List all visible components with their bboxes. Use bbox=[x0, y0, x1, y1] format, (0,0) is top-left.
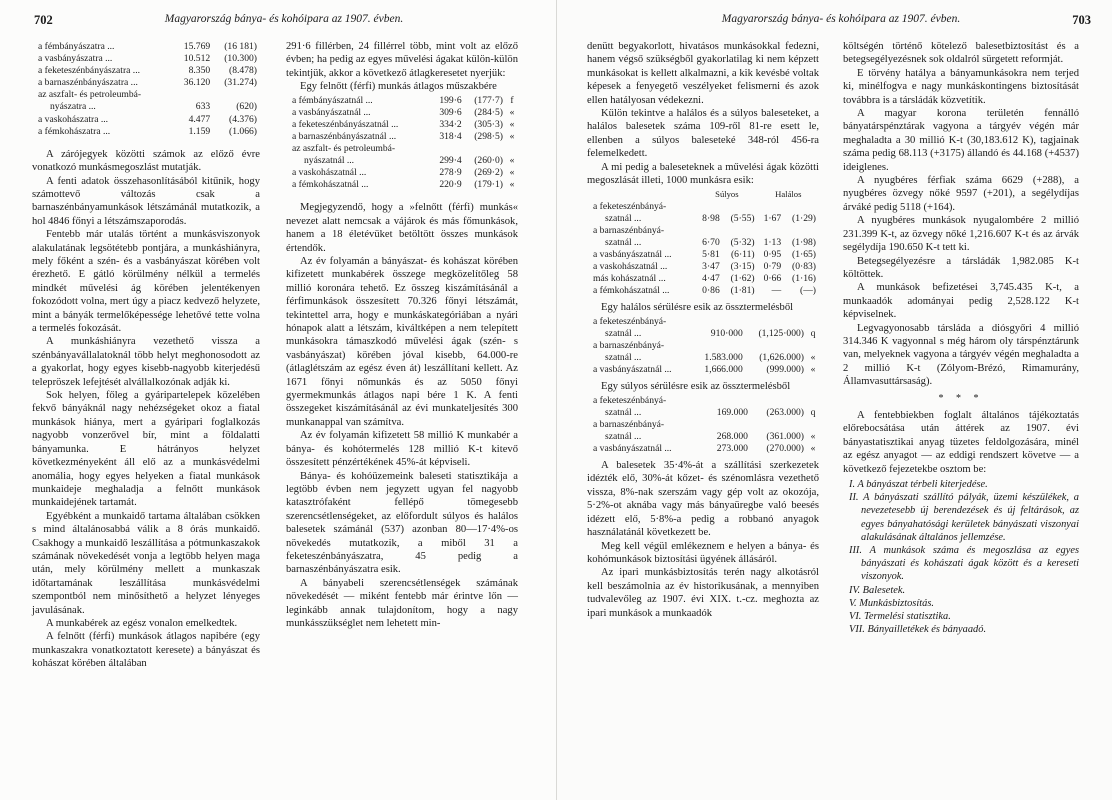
paragraph: A nyugbéres férfiak száma 6629 (+288), a nyugbéres özvegy nőké 9597 (+201), a segélydíjas árváké pedig 5118 (+164). bbox=[843, 175, 1079, 213]
accident-rate-table bbox=[587, 188, 819, 297]
table-row bbox=[32, 77, 260, 89]
row-unit-mark: « bbox=[509, 167, 515, 179]
table-row bbox=[587, 395, 819, 407]
right-page-header bbox=[591, 13, 1091, 29]
paragraph: E törvény hatálya a bányamunkásokra nem terjed ki, minélfogva e nagy munkáskontingens biztosítását továbbra is a társládák közvetítik. bbox=[843, 67, 1079, 106]
paragraph: költségén történő kötelező balesetbiztosítást és a betegsegélyezésnek sok oldalról sürgetett reformját. bbox=[843, 41, 1079, 66]
table-row bbox=[286, 143, 518, 155]
row-prev-value: (361.000) bbox=[766, 430, 804, 442]
table-row bbox=[587, 225, 819, 237]
row-prev-value: (3·15) bbox=[730, 261, 755, 273]
table-row bbox=[587, 213, 819, 225]
row-prev-value: (8.478) bbox=[229, 65, 257, 77]
row-value bbox=[758, 201, 785, 213]
row-unit-mark: « bbox=[810, 430, 816, 442]
row-prev-value: (263.000) bbox=[766, 406, 804, 418]
row-value: 8·98 bbox=[702, 212, 720, 224]
paragraph: Egy felnőtt (férfi) munkás átlagos műszakbére bbox=[300, 81, 497, 93]
paragraph: A fentebbiekben foglalt általános tájékoztatás előrebocsátása után áttérek az 1907. évi bányastatisztikai anyag tüzetes feldolgozására, minél az egész anyagot — az eddigi rendszert követve — a következő fejezetekbe osztom be: bbox=[843, 409, 1079, 475]
row-prev-value: (6·11) bbox=[730, 248, 755, 260]
row-value: 0·66 bbox=[763, 273, 782, 285]
row-label: az aszfalt- és petroleumbá- bbox=[292, 143, 396, 154]
running-title: Magyarország bánya- és kohóipara az 1907. évben. bbox=[164, 13, 404, 25]
row-value: 910·000 bbox=[710, 327, 743, 339]
list-item: I. A bányászat térbeli kiterjedése. bbox=[849, 479, 988, 490]
page-number: 702 bbox=[34, 13, 53, 27]
row-value: 220·9 bbox=[439, 179, 462, 191]
row-label: a vasbányászatra ... bbox=[38, 53, 113, 65]
column-header: Súlyos bbox=[715, 189, 739, 200]
row-label: a fémbányászatnál ... bbox=[292, 94, 373, 106]
row-label: nyászatnál ... bbox=[304, 155, 355, 167]
row-prev-value: (260·0) bbox=[474, 155, 503, 167]
row-prev-value bbox=[723, 225, 758, 237]
list-item: IV. Balesetek. bbox=[849, 584, 906, 596]
row-value bbox=[696, 225, 723, 237]
paragraph: A fenti adatok összehasonlításából kitűnik, hogy számottevő változás csak a barnaszénbányamunkások létszámánál mutatkozik, a hol 4846 főnyi a létszámszaporodás. bbox=[32, 175, 260, 227]
row-prev-value: (305·3) bbox=[474, 118, 503, 130]
row-unit-mark bbox=[506, 143, 518, 155]
row-value: 1·13 bbox=[763, 236, 782, 248]
paragraph: Az év folyamán kifizetett 58 millió K munkabér a bánya- és kohótermelés 128 millió K-t kitevő összesített pénzértékének 45%-át képviseli. bbox=[286, 430, 518, 469]
left-page-header bbox=[34, 13, 534, 29]
row-label: szatnál ... bbox=[605, 430, 642, 442]
row-label: más kohászatnál ... bbox=[593, 273, 666, 285]
list-item: V. Munkásbiztosítás. bbox=[849, 597, 934, 609]
row-value: 318·4 bbox=[439, 130, 462, 142]
table-row bbox=[32, 114, 260, 126]
row-prev-value: (1·29) bbox=[792, 212, 816, 224]
list-item: VII. Bányailletékek és bányaadó. bbox=[849, 624, 987, 636]
row-prev-value: (269·2) bbox=[474, 167, 503, 179]
paragraph: Egy súlyos sérülésre esik az össztermelésből bbox=[601, 381, 791, 393]
paragraph: Bánya- és kohóüzemeink baleseti statisztikája a legtöbb évben nem jegyzett ugyan fel nagyobb katasztrófaként fellépő tömegesebb szerencsétlenségeket, az előfordult súlyos és halálos balesetek számánál (537) azonban 80—17·4%-os növekedés mutatkozik, a miből 31 a feketeszénbányászatra, 45 pedig a barnaszénbányászatra esik. bbox=[286, 470, 518, 576]
paragraph: Egyébként a munkaidő tartama általában csökken s mind általánosabbá válik a 8 órás munkaidő. Csakhogy a munkaidő leszállítása a pótmunkaszakok számának növekedését vonja a legtöbb helyen maga után, mely körülmény mellett a munkaszak időtartamának leszállítása munkásvédelmi szempontból nem minősíthető a helyzet lényeges javulásának. bbox=[32, 510, 260, 616]
paragraph: A felnőtt (férfi) munkások átlagos napibére (egy munkaszakra vonatkoztatott keresete) a bányászat és kohászat körében általában bbox=[32, 631, 260, 670]
paragraph: Sok helyen, főleg a gyáripartelepek közelében fekvő bányáknál nagy nehézségeket okoz a fiatal munkások hiánya, mert a gyáripari foglalkozás nagyobb vonzerővel bír, mint a földalatti bányamunka. E hátrányos helyzet következményeként áll elő az a munkásvédelmi anomália, hogy egyes helyeken a fiatal munkások munkaideje meghaladja a felnőtt munkások munkaidejének tartamát. bbox=[32, 390, 260, 509]
row-label: a barnaszénbányá- bbox=[593, 224, 665, 236]
row-value: 10.512 bbox=[183, 53, 211, 65]
row-prev-value bbox=[465, 143, 506, 155]
row-unit-mark: « bbox=[509, 130, 515, 142]
row-label: a barnaszénbányászatra ... bbox=[38, 77, 138, 89]
row-prev-value: (1·16) bbox=[792, 273, 816, 285]
paragraph: A munkabérek az egész vonalon emelkedtek. bbox=[46, 617, 238, 629]
row-label: az aszfalt- és petroleumbá- bbox=[38, 89, 142, 101]
table-row bbox=[587, 201, 819, 213]
row-label: szatnál ... bbox=[605, 327, 642, 339]
row-prev-value bbox=[751, 419, 807, 431]
row-prev-value: (5·55) bbox=[730, 212, 755, 224]
right-page bbox=[556, 0, 1112, 800]
paragraph: Az év folyamán a bányászat- és kohászat körében kifizetett munkabérek összege megközelítőleg 58 millió koronára tehető. Ez összeg kiszámításánál a férfimunkások összesített 70.326 főnyi létszámát, tekintettel arra, hogy e munkáskategóriában a nyári hónapok alatt a létszám, kiváltképen a nem telepített munkásokra támaszkodó művelési ágak (szén- s vasbányászat) körében jóval kisebb, 64.000-re (átlaglétszám az egész éven át) leszállítani kellett. Az 1671 főnyi nőmunkás és az 5050 főnyi gyermekmunkás átlagos napi bére 1 K. A fenti összegeket kiszámításánál az évi munkateljesítés 300 munkanappal van számítva. bbox=[286, 256, 518, 428]
paragraph: Egy halálos sérülésre esik az össztermelésből bbox=[601, 302, 794, 314]
row-value bbox=[694, 316, 746, 328]
row-value bbox=[704, 395, 751, 407]
workers-by-branch-table bbox=[32, 41, 260, 138]
row-unit-mark: q bbox=[810, 406, 816, 418]
row-value: 36.120 bbox=[183, 77, 211, 89]
table-row bbox=[587, 261, 819, 273]
table-row bbox=[32, 89, 260, 101]
row-value: 5·81 bbox=[702, 248, 720, 260]
row-value bbox=[696, 201, 723, 213]
row-value: 278·9 bbox=[439, 167, 462, 179]
paragraph: Az ipari munkásbiztosítás terén nagy alkotásról kell beszámolnia az év historikusának, a mennyiben tudvalevőleg az 1907. évi XIX. t.-cz. meghozta az ipari munkások a munkaadók bbox=[587, 567, 819, 619]
page-number: 703 bbox=[1072, 13, 1091, 27]
row-prev-value bbox=[751, 395, 807, 407]
column-header: Halálos bbox=[775, 189, 802, 200]
list-item: III. A munkások száma és megoszlása az egyes bányászati és kohászati ágak között és a kereseti viszonyok. bbox=[849, 545, 1079, 583]
row-label: szatnál ... bbox=[605, 352, 642, 363]
row-label: a feketeszénbányá- bbox=[593, 315, 667, 327]
production-per-injury-table bbox=[587, 395, 819, 455]
row-value: 6·70 bbox=[702, 236, 720, 248]
row-label: a vaskohászatra ... bbox=[38, 113, 109, 125]
row-prev-value bbox=[746, 340, 807, 352]
paragraph: A munkáshiányra vezethető vissza a szénbányavállalatoknál több helyt meghonosodott az a gyakorlat, hogy egyes kisebb-nagyobb kiterjedésű telepröszek lefejtését alvállalkozónak adják ki. bbox=[32, 336, 260, 388]
paragraph: A bányabeli szerencsétlenségek számának növekedését — miként fentebb már érintve lőn — leginkább annak tulajdonítom, hogy a nagy munkásszükséglet nem lehetett min- bbox=[286, 577, 518, 629]
row-value: 4.477 bbox=[188, 113, 211, 125]
paragraph: A zárójegyek közötti számok az előző évre vonatkozó munkásmegoszlást mutatják. bbox=[32, 148, 260, 174]
table-row bbox=[587, 431, 819, 443]
chapter-list bbox=[843, 478, 1079, 636]
row-prev-value bbox=[784, 201, 819, 213]
row-label: szatnál ... bbox=[605, 236, 642, 248]
row-prev-value bbox=[784, 225, 819, 237]
list-item: II. A bányászati szállító pályák, üzemi készülékek, a nevezetesebb új berendezések és új feltárások, az egyes bányahatósági kerületek bányászati viszonyai alakulásának általános jellemzése. bbox=[849, 492, 1079, 543]
row-value: 8.350 bbox=[188, 65, 211, 77]
row-label: a vasbányászatnál ... bbox=[593, 248, 672, 260]
paragraph: A mi pedig a baleseteknek a művelési ágak közötti megoszlását illeti, 1000 munkásra esik: bbox=[587, 161, 819, 187]
table-row bbox=[286, 107, 518, 119]
row-prev-value: (179·1) bbox=[474, 179, 503, 191]
row-value: 334·2 bbox=[439, 118, 462, 130]
row-prev-value: (284·5) bbox=[474, 106, 503, 118]
row-prev-value: (31.274) bbox=[224, 77, 257, 89]
row-value: 15.769 bbox=[183, 41, 211, 52]
row-prev-value: (16 181) bbox=[224, 41, 257, 52]
row-prev-value: (298·5) bbox=[474, 130, 503, 142]
row-unit-mark bbox=[807, 419, 819, 431]
row-label: a feketeszénbányá- bbox=[593, 394, 667, 406]
row-value bbox=[758, 225, 785, 237]
table-row bbox=[286, 95, 518, 107]
table-row bbox=[587, 407, 819, 419]
table-row bbox=[286, 131, 518, 143]
table-row bbox=[587, 364, 819, 376]
table-row bbox=[587, 443, 819, 455]
row-label: a barnaszénbányá- bbox=[593, 418, 665, 430]
row-label: szatnál ... bbox=[605, 212, 642, 224]
row-label: a vaskohászatnál ... bbox=[292, 167, 367, 179]
table-header-row bbox=[587, 188, 819, 200]
row-unit-mark bbox=[807, 340, 819, 352]
row-value: — bbox=[771, 285, 782, 297]
row-prev-value: (1·81) bbox=[730, 285, 755, 297]
row-unit-mark: « bbox=[810, 364, 816, 376]
row-prev-value bbox=[723, 201, 758, 213]
paragraph: Fentebb már utalás történt a munkásviszonyok alakulatának legsötétebb pontjára, a munkáshiányra, mely főként a szén- és a vasbányászat körében volt érezhető. E gátló körülmény nélkül a termelés mindkét művelési ág körében jelentékenyen fokozódott volna, mert úgy a piacz kedvező helyzete, mint a bányák termelőképessége lehetővé tette volna a termelés fokozását. bbox=[32, 229, 260, 335]
table-row bbox=[587, 328, 819, 340]
table-row bbox=[32, 101, 260, 113]
row-prev-value: (1·65) bbox=[792, 248, 816, 260]
row-value: 0·86 bbox=[702, 285, 720, 297]
paragraph: Legvagyonosabb társláda a diósgyőri 4 millió 314.346 K vagyonnal s még három oly társpénztárunk van, melyeknek vagyona a tárgyév végén meghaladta a 2 millió K-t (Zólyom-Brézó, Rimamurány, Államvasuttársaság). bbox=[843, 322, 1079, 388]
row-value: 1.159 bbox=[188, 125, 211, 137]
row-label: a vasbányászatnál ... bbox=[593, 442, 672, 454]
row-unit-mark: « bbox=[810, 442, 816, 454]
table-row bbox=[587, 352, 819, 364]
row-value bbox=[432, 143, 465, 155]
row-label: a vaskohászatnál ... bbox=[593, 261, 668, 273]
row-value: 3·47 bbox=[702, 261, 720, 273]
row-value: 0·95 bbox=[763, 248, 782, 260]
row-prev-value: (—) bbox=[800, 285, 816, 297]
row-prev-value: (1·62) bbox=[730, 273, 755, 285]
list-item: VI. Termelési statisztika. bbox=[849, 611, 951, 623]
paragraph: A magyar korona területén fennálló bányatárspénztárak vagyona a tárgyév végén már meghaladta a 30 millió K-t (30,183.612 K), tagjainak száma pedig 68.113 (+3175) állandó és 44.168 (+4537) ideiglenes. bbox=[843, 108, 1079, 173]
table-row bbox=[587, 340, 819, 352]
running-title: Magyarország bánya- és kohóipara az 1907. évben. bbox=[721, 13, 961, 25]
row-unit-mark bbox=[807, 395, 819, 407]
paragraph: Külön tekintve a halálos és a súlyos baleseteket, a halálos balesetek száma 109-ről 81-re esett le, ellenben a súlyos baleseteké 348-ról 456-ra felemelkedett. bbox=[587, 108, 819, 160]
row-unit-mark bbox=[807, 316, 819, 328]
row-unit-mark: « bbox=[509, 155, 515, 167]
table-row bbox=[286, 155, 518, 167]
table-row bbox=[32, 41, 260, 53]
row-prev-value bbox=[213, 89, 260, 101]
row-prev-value bbox=[746, 316, 807, 328]
table-row bbox=[587, 285, 819, 297]
row-value: 268.000 bbox=[716, 430, 748, 442]
row-prev-value: (4.376) bbox=[229, 113, 257, 125]
paragraph: Betegsegélyezésre a társládák 1,982.085 K-t költöttek. bbox=[843, 255, 1079, 280]
row-label: a fémkohászatnál ... bbox=[593, 285, 670, 297]
wages-by-branch-table bbox=[286, 95, 518, 192]
row-label: nyászatra ... bbox=[50, 101, 96, 113]
production-per-fatality-table bbox=[587, 316, 819, 376]
row-prev-value: (177·7) bbox=[474, 94, 503, 106]
row-prev-value: (1,626.000) bbox=[759, 352, 804, 363]
row-label: szatnál ... bbox=[605, 406, 642, 418]
table-row bbox=[32, 65, 260, 77]
row-prev-value: (10.300) bbox=[224, 53, 257, 65]
row-label: a feketeszénbányászatnál ... bbox=[292, 118, 399, 130]
paragraph: 291·6 fillérben, 24 fillérrel több, mint volt az előző évben; ha pedig az egyes művelési ágakat külön-külön tekintjük, akkor a következő átlagkeresetet nyerjük: bbox=[286, 41, 518, 79]
section-divider: * * * bbox=[938, 392, 984, 404]
row-value: 169.000 bbox=[716, 406, 748, 418]
row-value bbox=[175, 89, 213, 101]
left-page-column-2 bbox=[286, 40, 518, 630]
row-prev-value: (270.000) bbox=[766, 442, 804, 454]
right-page-column-2 bbox=[843, 40, 1079, 636]
paragraph: A nyugbéres munkások nyugalombére 2 millió 231.399 K-t, az özvegy nőké 1,216.607 K-t és az árvák segélydíja 190.650 K-t tett ki. bbox=[843, 215, 1079, 254]
paragraph: A munkások befizetései 3,745.435 K-t, a munkaadók adományai pedig 2,528.122 K-t képviselnek. bbox=[843, 282, 1079, 321]
table-row bbox=[587, 249, 819, 261]
row-prev-value: (1·98) bbox=[792, 236, 816, 248]
table-row bbox=[587, 419, 819, 431]
row-label: a vasbányászatnál ... bbox=[292, 106, 371, 118]
paragraph: denütt begyakorlott, hivatásos munkásokkal fedezni, hanem végső szükségből gyakorlatilag ki nem képzett munkásokat is kellett alkalmazni, a kik kevésbé voltak képesek a fenyegető veszélyeket felismerni és azok ellen hatályosan védekezni. bbox=[587, 41, 819, 106]
row-value: 1·67 bbox=[763, 212, 782, 224]
paragraph: Megjegyzendő, hogy a »felnőtt (férfi) munkás« nevezet alatt nemcsak a vájárok és más főmunkások, hanem a 18 életévüket betöltött összes munkások értendők. bbox=[286, 202, 518, 254]
row-label: a feketeszénbányászatra ... bbox=[38, 65, 141, 77]
row-value: 1,666.000 bbox=[704, 364, 743, 376]
row-prev-value: (999.000) bbox=[766, 364, 804, 376]
row-value: 199·6 bbox=[439, 94, 462, 106]
row-value bbox=[694, 340, 746, 352]
row-value: 1.583.000 bbox=[704, 352, 743, 363]
row-unit-mark: « bbox=[509, 179, 515, 191]
row-prev-value: (0·83) bbox=[792, 261, 816, 273]
row-value: 0·79 bbox=[763, 261, 782, 273]
table-row bbox=[32, 53, 260, 65]
row-value: 299·4 bbox=[439, 155, 462, 167]
table-row bbox=[286, 167, 518, 179]
left-page-column-1 bbox=[32, 40, 260, 671]
row-value: 633 bbox=[195, 101, 211, 113]
row-unit-mark: f bbox=[510, 94, 514, 106]
row-prev-value: (5·32) bbox=[730, 236, 755, 248]
row-prev-value: (1,125·000) bbox=[758, 327, 804, 339]
row-label: a feketeszénbányá- bbox=[593, 200, 667, 212]
table-row bbox=[286, 119, 518, 131]
row-unit-mark: « bbox=[509, 118, 515, 130]
row-label: a barnaszénbányá- bbox=[593, 339, 665, 351]
row-value: 4·47 bbox=[702, 273, 720, 285]
row-value: 273.000 bbox=[716, 442, 748, 454]
row-unit-mark: « bbox=[810, 352, 816, 363]
paragraph: A balesetek 35·4%-át a szállítási szerkezetek idézték elő, 30%-át kőzet- és szénomlásra vezethető vissza, 8%-nak szerszám vagy gép volt az okozója, 5·2%-ot aknába vagy más bányaüregbe való beesés idézett elő, 5·8%-a pedig a robbanó anyagok használatánál következett be. bbox=[587, 460, 819, 539]
table-row bbox=[587, 316, 819, 328]
row-value: 309·6 bbox=[439, 106, 462, 118]
row-unit-mark: « bbox=[509, 106, 515, 118]
table-row bbox=[32, 126, 260, 138]
row-label: a barnaszénbányászatnál ... bbox=[292, 130, 397, 142]
row-label: a fémkohászatnál ... bbox=[292, 179, 369, 191]
row-label: a fémkohászatra ... bbox=[38, 125, 111, 137]
table-row bbox=[587, 237, 819, 249]
paragraph: Meg kell végül emlékeznem e helyen a bánya- és kohómunkások biztosítási ügyének állásáról. bbox=[587, 540, 819, 565]
row-prev-value: (620) bbox=[236, 101, 257, 113]
row-label: a fémbányászatra ... bbox=[38, 41, 115, 52]
row-value bbox=[704, 419, 751, 431]
row-prev-value: (1.066) bbox=[229, 125, 257, 137]
table-row bbox=[286, 179, 518, 191]
right-page-column-1 bbox=[587, 40, 819, 620]
row-label: a vasbányászatnál ... bbox=[593, 364, 672, 376]
table-row bbox=[587, 273, 819, 285]
row-unit-mark: q bbox=[810, 327, 816, 339]
